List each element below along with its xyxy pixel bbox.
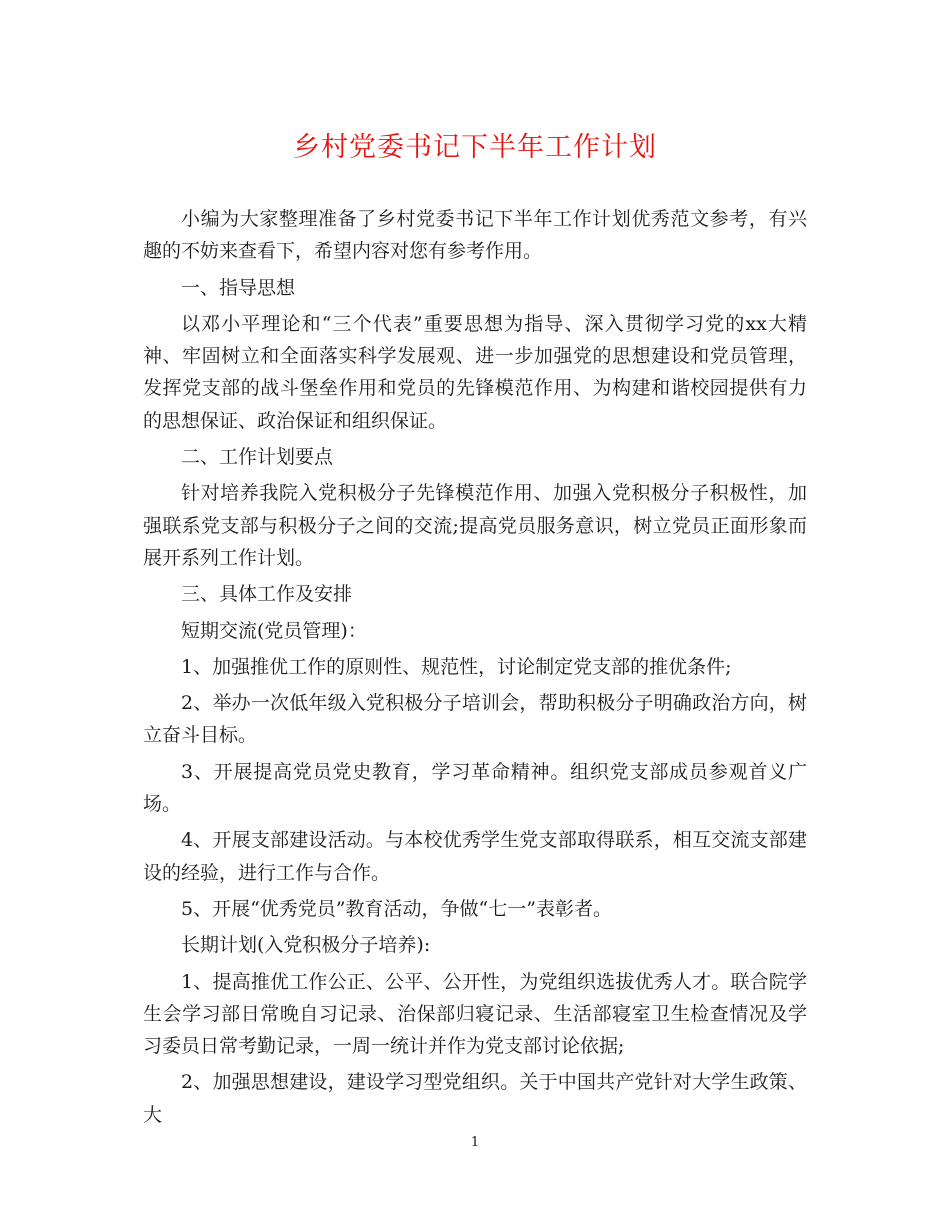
list-item: 5、开展“优秀党员”教育活动，争做“七一”表彰者。 (181, 897, 612, 920)
list-item: 1、加强推优工作的原则性、规范性，讨论制定党支部的推优条件; (181, 655, 732, 678)
list-item: 4、开展支部建设活动。与本校优秀学生党支部取得联系，相互交流支部建设的经验，进行工作与合作。 (143, 829, 807, 884)
list-item: 1、提高推优工作公正、公平、公开性，为党组织选拔优秀人才。联合院学生会学习部日常晚自习记录、治保部归寝记录、生活部寝室卫生检查情况及学习委员日常考勤记录，一周一统计并作为党支部讨论依据; (143, 970, 807, 1058)
document-title: 乡村党委书记下半年工作计划 (293, 132, 657, 163)
paragraph-work-plan-points: 针对培养我院入党积极分子先锋模范作用、加强入党积极分子积极性，加强联系党支部与积极分子之间的交流;提高党员服务意识，树立党员正面形象而展开系列工作计划。 (143, 482, 807, 569)
subheading-short-term: 短期交流(党员管理)： (181, 619, 367, 642)
list-item: 2、加强思想建设，建设学习型党组织。关于中国共产党针对大学生政策、大 (143, 1071, 807, 1126)
paragraph-intro: 小编为大家整理准备了乡村党委书记下半年工作计划优秀范文参考，有兴趣的不妨来查看下，希望内容对您有参考作用。 (143, 208, 807, 263)
page-number: 1 (470, 1135, 480, 1150)
list-item: 3、开展提高党员党史教育，学习革命精神。组织党支部成员参观首义广场。 (143, 760, 807, 816)
paragraph-guiding-ideology: 以邓小平理论和“三个代表”重要思想为指导、深入贯彻学习党的xx大精神、牢固树立和全面落实科学发展观、进一步加强党的思想建设和党员管理，发挥党支部的战斗堡垒作用和党员的先锋模范作用、为构建和谐校园提供有力的思想保证、政治保证和组织保证。 (143, 312, 807, 432)
document-body (143, 203, 807, 1135)
list-item: 2、举办一次低年级入党积极分子培训会，帮助积极分子明确政治方向，树立奋斗目标。 (143, 692, 807, 747)
heading-guiding-ideology: 一、指导思想 (181, 276, 296, 299)
heading-work-plan-points: 二、工作计划要点 (181, 446, 334, 469)
heading-specific-arrangements: 三、具体工作及安排 (181, 583, 353, 606)
subheading-long-term: 长期计划(入党积极分子培养): (181, 934, 431, 957)
